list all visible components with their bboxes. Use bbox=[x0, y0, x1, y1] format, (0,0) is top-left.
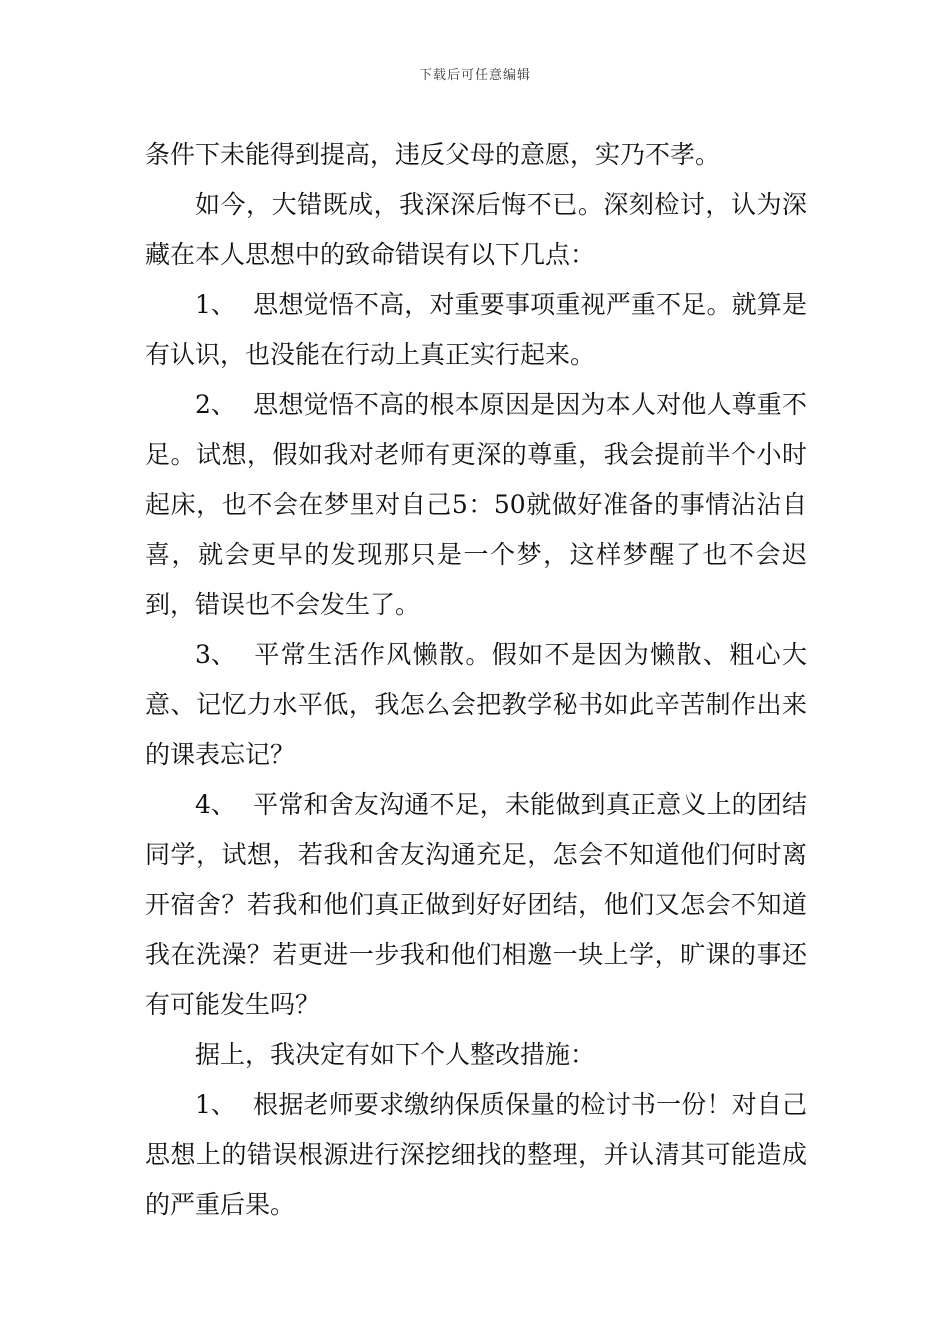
page-header: 下载后可任意编辑 bbox=[418, 68, 531, 83]
item-number: 1、 bbox=[195, 1090, 236, 1119]
paragraph-item-1 bbox=[145, 280, 807, 380]
paragraph-text: 条件下未能得到提高，违反父母的意愿，实乃不孝。 bbox=[145, 140, 721, 169]
item-number: 1、 bbox=[195, 290, 236, 319]
paragraph-text: 思想觉悟不高，对重要事项重视严重不足。就算是有认识，也没能在行动上真正实行起来。 bbox=[145, 290, 807, 369]
paragraph-text: 据上，我决定有如下个人整改措施： bbox=[195, 1040, 596, 1069]
paragraph-text: 平常生活作风懒散。假如不是因为懒散、粗心大意、记忆力水平低，我怎么会把教学秘书如此辛苦制作出来的课表忘记？ bbox=[145, 640, 807, 769]
paragraph-item-2 bbox=[145, 380, 807, 630]
paragraph-item-3 bbox=[145, 630, 807, 780]
paragraph-text: 平常和舍友沟通不足，未能做到真正意义上的团结同学，试想，若我和舍友沟通充足，怎会不知道他们何时离开宿舍？若我和他们真正做到好好团结，他们又怎会不知道我在洗澡？若更进一步我和他们相邀一块上学，旷课的事还有可能发生吗？ bbox=[145, 790, 807, 1019]
paragraph-continuation bbox=[145, 130, 807, 180]
paragraph-text: 思想觉悟不高的根本原因是因为本人对他人尊重不足。试想，假如我对老师有更深的尊重，我会提前半个小时起床，也不会在梦里对自己5：50就做好准备的事情沾沾自喜，就会更早的发现那只是一个梦，这样梦醒了也不会迟到，错误也不会发生了。 bbox=[145, 390, 807, 619]
item-number: 2、 bbox=[195, 390, 236, 419]
item-number: 4、 bbox=[195, 790, 236, 819]
paragraph-intro bbox=[145, 180, 807, 280]
paragraph-measures-intro bbox=[145, 1030, 807, 1080]
paragraph-text: 根据老师要求缴纳保质保量的检讨书一份！对自己思想上的错误根源进行深挖细找的整理，并认清其可能造成的严重后果。 bbox=[145, 1090, 807, 1219]
paragraph-text: 如今，大错既成，我深深后悔不已。深刻检讨，认为深藏在本人思想中的致命错误有以下几点： bbox=[145, 190, 807, 269]
paragraph-item-4 bbox=[145, 780, 807, 1030]
item-number: 3、 bbox=[195, 640, 236, 669]
document-body bbox=[145, 130, 807, 1230]
paragraph-measure-1 bbox=[145, 1080, 807, 1230]
